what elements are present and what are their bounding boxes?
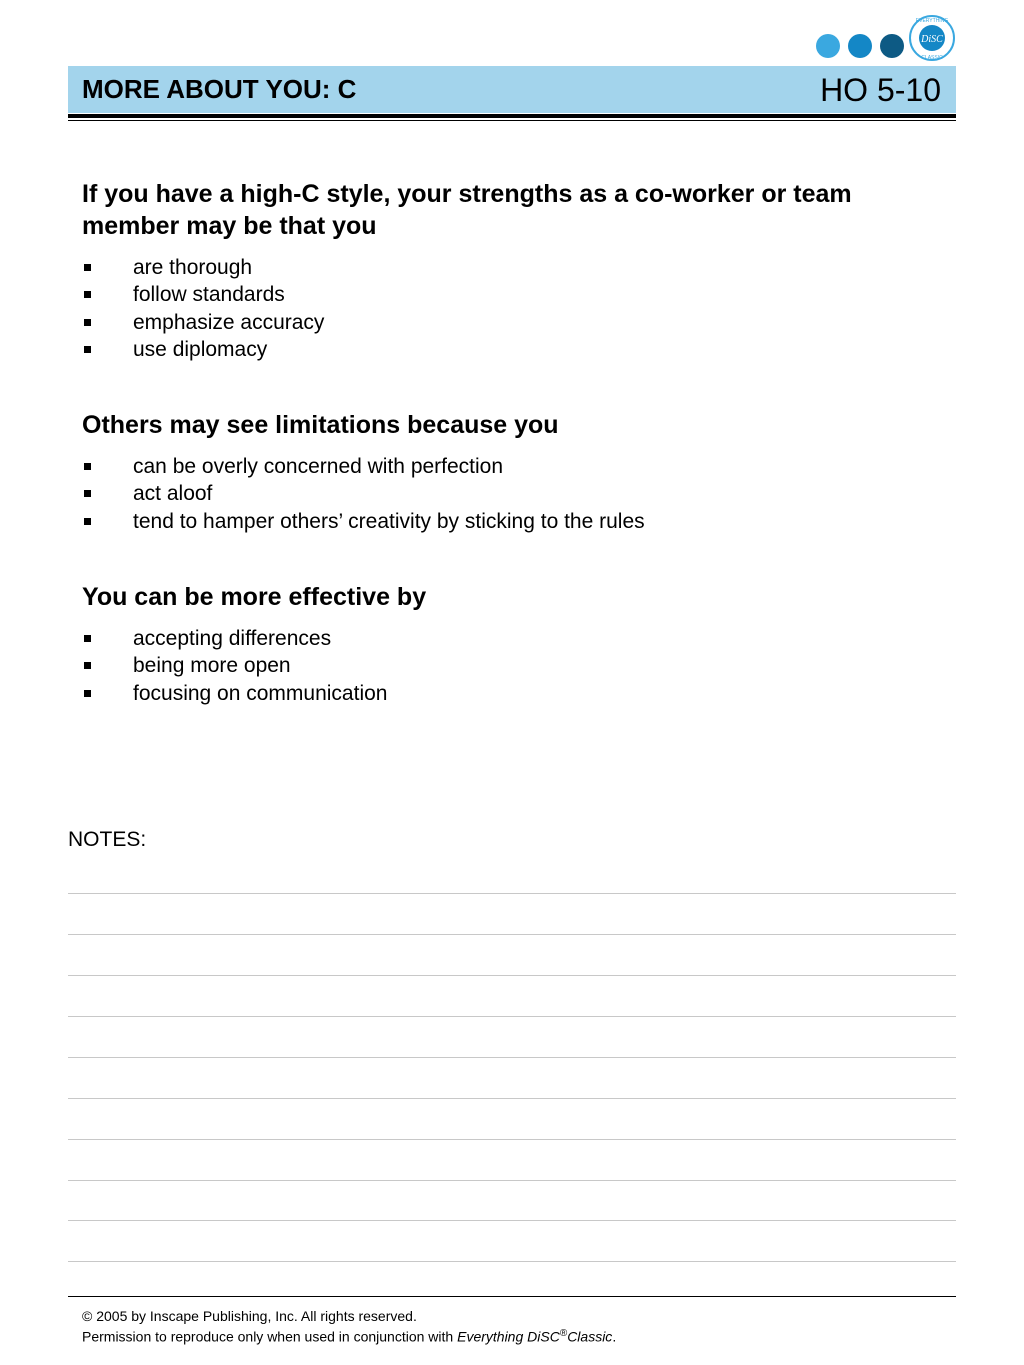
list-item: emphasize accuracy [82, 309, 942, 336]
bullet-list [82, 453, 942, 535]
section-heading: You can be more effective by [82, 583, 427, 612]
square-bullet-icon [84, 635, 91, 642]
square-bullet-icon [84, 346, 91, 353]
note-line [68, 1139, 956, 1140]
note-line [68, 1220, 956, 1221]
square-bullet-icon [84, 264, 91, 271]
svg-text:DiSC: DiSC [921, 34, 943, 45]
list-item: act aloof [82, 480, 942, 507]
note-line [68, 975, 956, 976]
svg-text:CLASSIC: CLASSIC [921, 55, 943, 61]
effectiveness-section [82, 581, 942, 707]
list-item: can be overly concerned with perfection [82, 453, 942, 480]
permission-text: Permission to reproduce only when used in conjunction with Everything DiSC®Classic. [82, 1328, 617, 1345]
list-item: being more open [82, 652, 942, 679]
square-bullet-icon [84, 690, 91, 697]
note-line [68, 1016, 956, 1017]
list-item: tend to hamper others’ creativity by sticking to the rules [82, 508, 942, 535]
note-line [68, 893, 956, 894]
note-line [68, 1261, 956, 1262]
square-bullet-icon [84, 662, 91, 669]
blue-dot-icon [880, 34, 904, 58]
handout-code: HO 5-10 [820, 72, 941, 108]
bullet-list [82, 254, 942, 363]
everything-disc-classic-logo [814, 14, 958, 61]
disc-seal-icon [908, 14, 956, 62]
section-heading: If you have a high-C style, your strengths as a co-worker or team member may be that you [82, 180, 852, 240]
svg-text:EVERYTHING: EVERYTHING [915, 18, 949, 24]
blue-dot-icon [816, 34, 840, 58]
list-item: use diplomacy [82, 336, 942, 363]
note-line [68, 934, 956, 935]
square-bullet-icon [84, 319, 91, 326]
blue-dot-icon [848, 34, 872, 58]
page-title: MORE ABOUT YOU: C [82, 74, 357, 104]
copyright-text: © 2005 by Inscape Publishing, Inc. All rights reserved. [82, 1308, 417, 1324]
section-heading: Others may see limitations because you [82, 411, 559, 440]
square-bullet-icon [84, 518, 91, 525]
notes-label: NOTES: [68, 828, 147, 851]
square-bullet-icon [84, 291, 91, 298]
header-divider [68, 114, 956, 118]
product-name: Everything DiSC [457, 1328, 560, 1345]
square-bullet-icon [84, 463, 91, 470]
header-divider-thin [68, 120, 956, 121]
list-item: are thorough [82, 254, 942, 281]
content [82, 178, 942, 707]
strengths-section [82, 178, 942, 363]
registered-mark: ® [559, 1328, 568, 1339]
square-bullet-icon [84, 490, 91, 497]
list-item: focusing on communication [82, 680, 942, 707]
note-line [68, 1057, 956, 1058]
list-item: follow standards [82, 281, 942, 308]
note-line [68, 1180, 956, 1181]
footer [82, 1307, 616, 1346]
product-suffix: Classic [567, 1328, 613, 1345]
footer-divider [68, 1296, 956, 1297]
limitations-section [82, 409, 942, 535]
bullet-list [82, 625, 942, 707]
note-line [68, 1098, 956, 1099]
list-item: accepting differences [82, 625, 942, 652]
